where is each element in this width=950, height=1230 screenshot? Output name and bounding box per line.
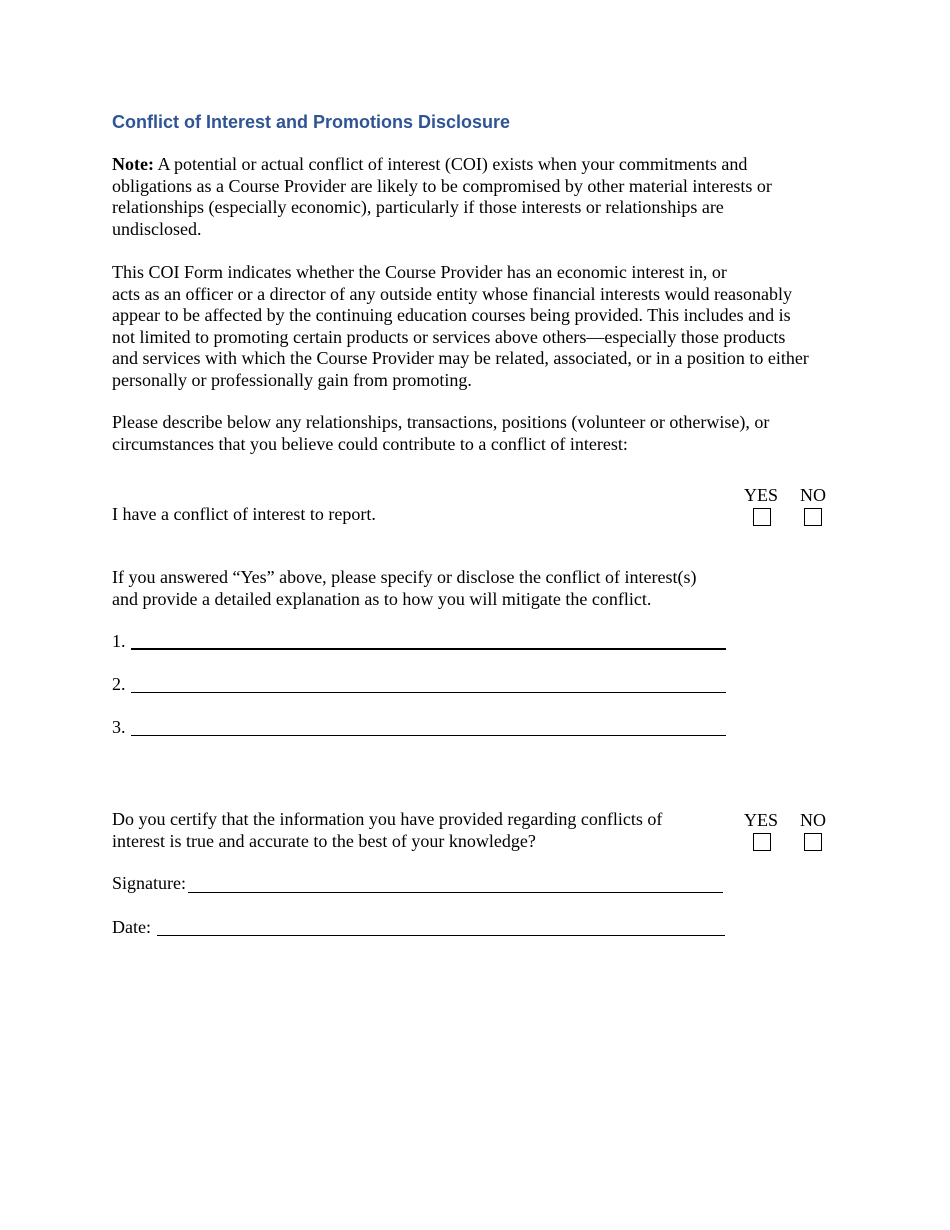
item-underline <box>131 692 726 693</box>
q1-label: I have a conflict of interest to report. <box>112 504 376 524</box>
item-number: 3. <box>112 717 126 737</box>
q2-line: interest is true and accurate to the best of your knowledge? <box>112 830 536 851</box>
coi-paragraph <box>112 262 842 391</box>
date-input[interactable] <box>160 914 723 934</box>
q1-yes-header: YES <box>744 485 779 505</box>
item-underline <box>131 735 726 736</box>
coi-line: personally or professionally gain from promoting. <box>112 369 472 390</box>
item-underline <box>131 648 726 650</box>
describe-line: circumstances that you believe could contribute to a conflict of interest: <box>112 433 628 454</box>
note-line: A potential or actual conflict of interest (COI) exists when your commitments and <box>153 154 748 174</box>
q2-line: Do you certify that the information you have provided regarding conflicts of <box>112 809 663 829</box>
note-paragraph <box>112 154 842 240</box>
note-line: obligations as a Course Provider are likely to be compromised by other material interests or <box>112 175 772 196</box>
q2-yes-checkbox[interactable] <box>753 833 771 851</box>
coi-line: This COI Form indicates whether the Course Provider has an economic interest in, or <box>112 262 727 282</box>
item-2-input[interactable] <box>134 671 724 691</box>
coi-line: and services with which the Course Provider may be related, associated, or in a position to either <box>112 348 809 368</box>
coi-line: appear to be affected by the continuing education courses being provided. This includes and is <box>112 305 791 325</box>
signature-label: Signature: <box>112 873 186 893</box>
note-label: Note: <box>112 154 154 174</box>
describe-paragraph <box>112 412 842 455</box>
form-title: Conflict of Interest and Promotions Disclosure <box>112 112 511 132</box>
coi-line: acts as an officer or a director of any outside entity whose financial interests would reasonably <box>112 283 792 304</box>
date-label: Date: <box>112 917 151 937</box>
specify-line: If you answered “Yes” above, please specify or disclose the conflict of interest(s) <box>112 567 697 587</box>
q1-no-header: NO <box>800 485 826 505</box>
signature-input[interactable] <box>192 871 722 891</box>
q2-question <box>112 809 712 852</box>
item-1-input[interactable] <box>134 628 724 648</box>
q2-yes-header: YES <box>744 810 779 830</box>
note-line: undisclosed. <box>112 218 202 239</box>
item-3-input[interactable] <box>134 714 724 734</box>
q1-no-checkbox[interactable] <box>804 508 822 526</box>
q2-no-checkbox[interactable] <box>804 833 822 851</box>
item-number: 1. <box>112 631 126 651</box>
coi-line: not limited to promoting certain products or services above others—especially those products <box>112 326 786 347</box>
q2-no-header: NO <box>800 810 826 830</box>
specify-line: and provide a detailed explanation as to how you will mitigate the conflict. <box>112 588 652 609</box>
q1-yes-checkbox[interactable] <box>753 508 771 526</box>
describe-line: Please describe below any relationships, transactions, positions (volunteer or otherwise), or <box>112 412 770 432</box>
signature-underline <box>188 892 723 893</box>
note-line: relationships (especially economic), particularly if those interests or relationships are <box>112 197 724 217</box>
item-number: 2. <box>112 674 126 694</box>
specify-paragraph <box>112 567 842 610</box>
date-underline <box>157 935 725 936</box>
